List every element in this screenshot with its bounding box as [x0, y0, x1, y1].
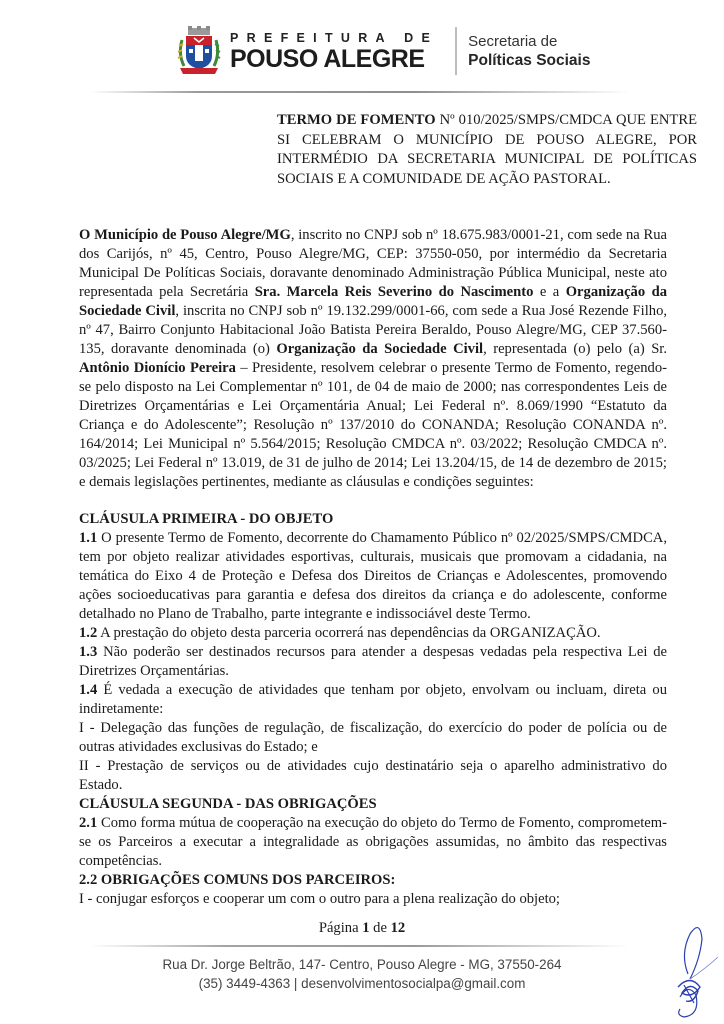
item-number: 1.1	[79, 530, 98, 546]
document-title	[277, 111, 697, 189]
page-total: 12	[390, 920, 406, 936]
clause-1-item	[79, 624, 667, 643]
page-prefix: Página	[318, 920, 363, 936]
page-current: 1	[362, 920, 370, 936]
prefeitura-brand	[230, 31, 438, 72]
preamble-president-name: Antônio Dionício Pereira	[79, 360, 236, 376]
title-rest: Nº 010/2025/SMPS/CMDCA QUE ENTRE SI CELEBRAM O MUNICÍPIO DE POUSO ALEGRE, POR INTERMÉDIO DA SECRETARIA MUNICIPAL DE POLÍTICAS SOCIAIS E A COMUNIDADE DE AÇÃO PASTORAL.	[277, 112, 697, 187]
item-number: 1.4	[79, 682, 98, 698]
secretaria-line-2: Políticas Sociais	[468, 51, 591, 69]
document-body	[79, 226, 667, 909]
page-middle: de	[369, 920, 391, 936]
item-text: Não poderão ser destinados recursos para atender a despesas vedadas pela respectiva Lei de Diretrizes Orçamentárias.	[79, 644, 667, 679]
page-bottom	[0, 919, 724, 993]
clause-2-title: CLÁUSULA SEGUNDA - DAS OBRIGAÇÕES	[79, 796, 377, 812]
handwritten-signature	[660, 919, 720, 1024]
preamble-text-5: – Presidente, resolvem celebrar o presente Termo de Fomento, regendo-se pelo disposto na Lei Complementar nº 101, de 04 de maio de 2000; nas correspondentes Leis de Diretrizes Orçamentárias e Lei Orçamentária Anual; Lei Federal nº. 8.069/1990 “Estatuto da Criança e do Adolescente”; Resolução nº 137/2010 do CONANDA; Resolução CONANDA nº. 164/2014; Lei Municipal nº 5.564/2015; Resolução CMDCA nº. 03/2022; Resolução CMDCA nº. 03/2025; Lei Federal nº 13.019, de 31 de julho de 2014; Lei 13.204/15, de 14 de dezembro de 2015; e demais legislações pertinentes, mediante as cláusulas e condições seguintes:	[79, 360, 667, 490]
preamble-text-2: e a	[533, 284, 566, 300]
preamble-paragraph	[79, 226, 667, 492]
preamble-osc-2: Organização da Sociedade Civil	[276, 341, 484, 357]
header-divider	[455, 27, 457, 75]
page-number	[0, 919, 724, 938]
header-rule	[90, 91, 630, 93]
preamble-text-3: , inscrita no CNPJ sob nº 19.132.299/0001-66, com sede a Rua José Rezende Filho, nº 47, Bairro Conjunto Habitacional João Batista Pereira Beraldo, Pouso Alegre/MG, CEP 37.560-135, doravante denominada (o)	[79, 303, 668, 357]
item-number: 1.2	[79, 625, 98, 641]
preamble-secretaria-name: Sra. Marcela Reis Severino do Nascimento	[254, 284, 534, 300]
brand-bottom-text: POUSO ALEGRE	[230, 44, 425, 73]
letterhead	[174, 26, 590, 76]
clause-2-subitem: I - conjugar esforços e cooperar um com o outro para a plena realização do objeto;	[79, 891, 560, 907]
footer-phone: (35) 3449-4363	[198, 976, 291, 991]
preamble-municipio: O Município de Pouso Alegre/MG	[79, 227, 291, 243]
header-area	[0, 0, 724, 100]
item-text: É vedada a execução de atividades que tenham por objeto, envolvam ou incluam, direta ou indiretamente:	[79, 682, 667, 717]
item-text: A prestação do objeto desta parceria ocorrerá nas dependências da ORGANIZAÇÃO.	[97, 625, 601, 641]
clause-1-title: CLÁUSULA PRIMEIRA - DO OBJETO	[79, 511, 334, 527]
clause-2-item	[79, 814, 667, 871]
clause-1-subitem: I - Delegação das funções de regulação, de fiscalização, do exercício do poder de polícia ou de outras atividades exclusivas do Estado; e	[79, 720, 667, 755]
footer-address: Rua Dr. Jorge Beltrão, 147- Centro, Pouso Alegre - MG, 37550-264	[162, 957, 562, 972]
item-text: Como forma mútua de cooperação na execução do objeto do Termo de Fomento, comprometem-se os Parceiros a executar a integralidade as obrigações assumidas, no âmbito das respectivas competências.	[79, 815, 667, 869]
clause-2-subtitle: 2.2 OBRIGAÇÕES COMUNS DOS PARCEIROS:	[79, 872, 396, 888]
footer-rule	[90, 945, 630, 947]
clause-1-item	[79, 529, 667, 624]
item-number: 1.3	[79, 644, 98, 660]
item-number: 2.1	[79, 815, 98, 831]
title-bold: TERMO DE FOMENTO	[277, 112, 436, 128]
clause-1-item	[79, 643, 667, 681]
clause-1-item	[79, 681, 667, 719]
item-text: O presente Termo de Fomento, decorrente do Chamamento Público nº 02/2025/SMPS/CMDCA, tem por objeto realizar atividades esportivas, culturais, musicais que promovam a cidadania, na temática do Eixo 4 de Proteção e Defesa dos Direitos de Crianças e Adolescentes, promovendo ações socioeducativas para garantia e defesa dos direitos da criança e do adolescente, conforme detalhado no Plano de Trabalho, parte integrante e indissociável deste Termo.	[79, 530, 667, 622]
brand-top-text: PREFEITURA DE	[230, 30, 439, 45]
clause-1-subitem: II - Prestação de serviços ou de atividades cujo destinatário seja o aparelho administrativo do Estado.	[79, 758, 667, 793]
coat-of-arms-logo	[174, 26, 224, 76]
footer-email[interactable]: desenvolvimentosocialpa@gmail.com	[301, 976, 526, 991]
secretaria-line-1: Secretaria de	[468, 32, 558, 50]
preamble-osc-1: Organização da Sociedade Civil	[79, 284, 667, 319]
preamble-text-4: , representada (o) pelo (a) Sr.	[483, 341, 668, 357]
footer-separator: |	[290, 976, 302, 991]
preamble-text-1: , inscrito no CNPJ sob nº 18.675.983/0001-21, com sede na Rua dos Carijós, nº 45, Centro, Pouso Alegre/MG, CEP: 37550-050, por intermédio da Secretaria Municipal De Políticas Sociais, doravante denominado Administração Pública Municipal, neste ato representada pela Secretária	[79, 227, 667, 300]
footer-contact	[0, 974, 724, 993]
secretaria-label	[468, 33, 590, 70]
footer	[0, 955, 724, 993]
spacer	[79, 492, 667, 510]
